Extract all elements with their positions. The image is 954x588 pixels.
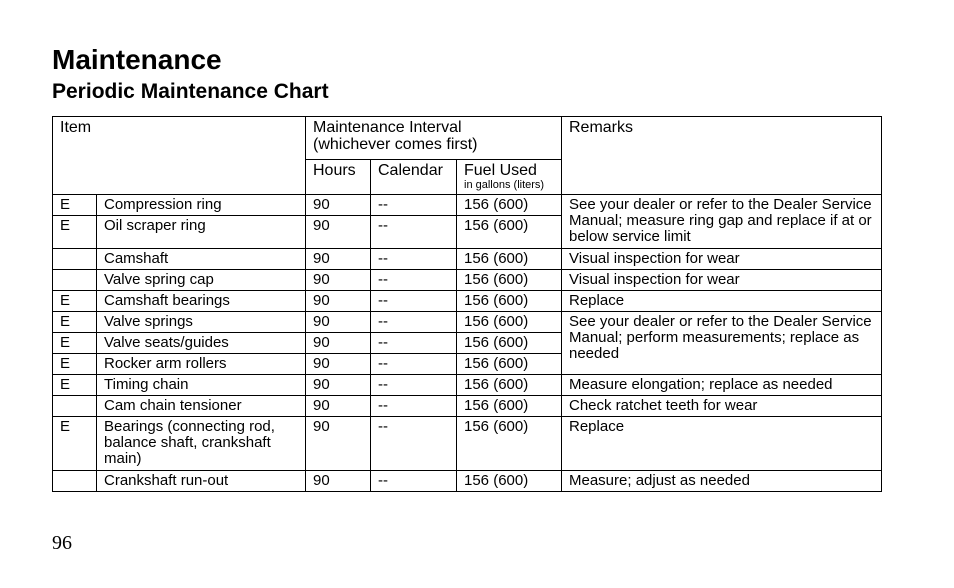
table-row bbox=[53, 471, 882, 492]
row-remarks: Measure; adjust as needed bbox=[562, 471, 882, 492]
row-item: Cam chain tensioner bbox=[97, 396, 306, 417]
table-row bbox=[53, 270, 882, 291]
row-hours: 90 bbox=[306, 396, 371, 417]
row-calendar: -- bbox=[371, 333, 457, 354]
row-mark: E bbox=[53, 291, 97, 312]
row-mark: E bbox=[53, 312, 97, 333]
row-item: Compression ring bbox=[97, 195, 306, 216]
row-item: Valve spring cap bbox=[97, 270, 306, 291]
row-item: Oil scraper ring bbox=[97, 216, 306, 249]
row-hours: 90 bbox=[306, 249, 371, 270]
row-remarks: Visual inspection for wear bbox=[562, 249, 882, 270]
row-fuel: 156 (600) bbox=[457, 216, 562, 249]
row-calendar: -- bbox=[371, 216, 457, 249]
row-fuel: 156 (600) bbox=[457, 270, 562, 291]
header-fuel-units: in gallons (liters) bbox=[464, 179, 545, 191]
row-mark bbox=[53, 270, 97, 291]
row-calendar: -- bbox=[371, 375, 457, 396]
row-calendar: -- bbox=[371, 291, 457, 312]
table-row bbox=[53, 417, 882, 471]
row-mark: E bbox=[53, 333, 97, 354]
section-title: Periodic Maintenance Chart bbox=[52, 80, 329, 103]
table-row bbox=[53, 396, 882, 417]
row-item: Crankshaft run-out bbox=[97, 471, 306, 492]
row-calendar: -- bbox=[371, 396, 457, 417]
row-hours: 90 bbox=[306, 291, 371, 312]
table-row bbox=[53, 195, 882, 216]
row-item: Camshaft bearings bbox=[97, 291, 306, 312]
header-calendar: Calendar bbox=[371, 160, 457, 195]
row-item: Timing chain bbox=[97, 375, 306, 396]
table-header-row bbox=[53, 117, 882, 160]
row-hours: 90 bbox=[306, 216, 371, 249]
row-remarks: Visual inspection for wear bbox=[562, 270, 882, 291]
row-fuel: 156 (600) bbox=[457, 333, 562, 354]
row-hours: 90 bbox=[306, 375, 371, 396]
page-number: 96 bbox=[52, 532, 72, 554]
table-row bbox=[53, 249, 882, 270]
row-hours: 90 bbox=[306, 195, 371, 216]
row-fuel: 156 (600) bbox=[457, 195, 562, 216]
row-calendar: -- bbox=[371, 312, 457, 333]
row-fuel: 156 (600) bbox=[457, 291, 562, 312]
row-fuel: 156 (600) bbox=[457, 249, 562, 270]
header-remarks: Remarks bbox=[562, 117, 882, 195]
header-item: Item bbox=[53, 117, 306, 195]
row-remarks: Check ratchet teeth for wear bbox=[562, 396, 882, 417]
header-interval-note: (whichever comes first) bbox=[313, 136, 478, 153]
row-hours: 90 bbox=[306, 471, 371, 492]
row-mark: E bbox=[53, 417, 97, 471]
page-title: Maintenance bbox=[52, 44, 222, 75]
row-item: Rocker arm rollers bbox=[97, 354, 306, 375]
maintenance-table bbox=[52, 116, 882, 492]
row-remarks: Replace bbox=[562, 417, 882, 471]
row-hours: 90 bbox=[306, 333, 371, 354]
row-calendar: -- bbox=[371, 195, 457, 216]
row-mark: E bbox=[53, 354, 97, 375]
row-item: Valve seats/guides bbox=[97, 333, 306, 354]
row-calendar: -- bbox=[371, 471, 457, 492]
row-mark: E bbox=[53, 216, 97, 249]
row-fuel: 156 (600) bbox=[457, 471, 562, 492]
header-fuel-used: Fuel Used in gallons (liters) bbox=[457, 160, 562, 195]
row-calendar: -- bbox=[371, 417, 457, 471]
row-calendar: -- bbox=[371, 249, 457, 270]
row-fuel: 156 (600) bbox=[457, 312, 562, 333]
row-mark bbox=[53, 396, 97, 417]
header-hours: Hours bbox=[306, 160, 371, 195]
row-fuel: 156 (600) bbox=[457, 375, 562, 396]
table-row bbox=[53, 375, 882, 396]
table-row bbox=[53, 291, 882, 312]
table-row bbox=[53, 312, 882, 333]
row-hours: 90 bbox=[306, 417, 371, 471]
row-calendar: -- bbox=[371, 354, 457, 375]
row-mark bbox=[53, 471, 97, 492]
row-item: Camshaft bbox=[97, 249, 306, 270]
row-mark: E bbox=[53, 375, 97, 396]
row-mark: E bbox=[53, 195, 97, 216]
row-item: Bearings (connecting rod, balance shaft, crankshaft main) bbox=[97, 417, 306, 471]
row-hours: 90 bbox=[306, 270, 371, 291]
row-remarks: See your dealer or refer to the Dealer Service Manual; measure ring gap and replace if at or below service limit bbox=[562, 195, 882, 249]
row-calendar: -- bbox=[371, 270, 457, 291]
row-fuel: 156 (600) bbox=[457, 396, 562, 417]
row-mark bbox=[53, 249, 97, 270]
header-interval: Maintenance Interval (whichever comes first) bbox=[306, 117, 562, 160]
row-hours: 90 bbox=[306, 354, 371, 375]
row-hours: 90 bbox=[306, 312, 371, 333]
row-fuel: 156 (600) bbox=[457, 417, 562, 471]
row-remarks: Replace bbox=[562, 291, 882, 312]
row-item: Valve springs bbox=[97, 312, 306, 333]
row-remarks: See your dealer or refer to the Dealer Service Manual; perform measurements; replace as needed bbox=[562, 312, 882, 375]
row-remarks: Measure elongation; replace as needed bbox=[562, 375, 882, 396]
row-fuel: 156 (600) bbox=[457, 354, 562, 375]
